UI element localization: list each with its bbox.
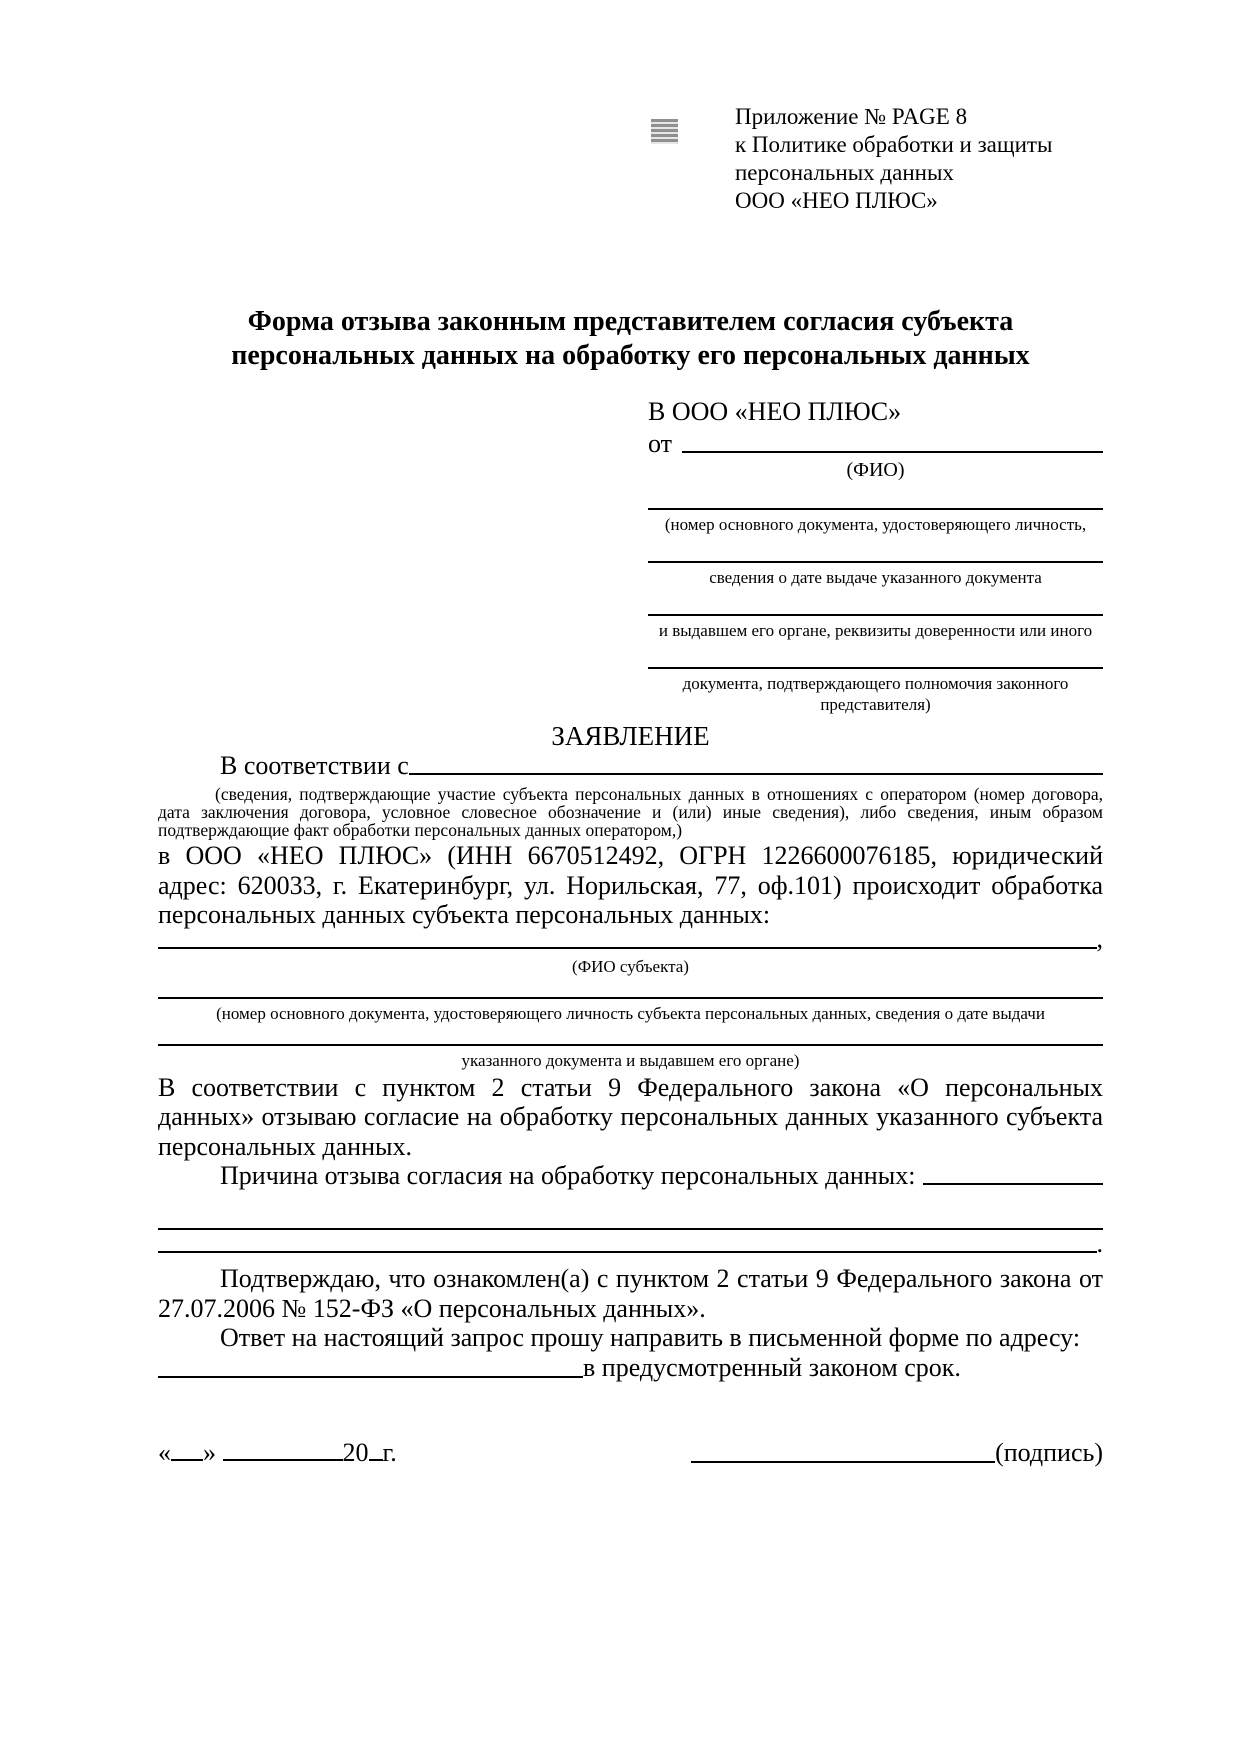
subject-fio-blank-line [158, 947, 1097, 949]
title-line-1: Форма отзыва законным представителем согласия субъекта [247, 306, 1014, 337]
statement-heading: ЗАЯВЛЕНИЕ [551, 721, 710, 751]
header-line-company: ООО «НЕО ПЛЮС» [735, 188, 938, 213]
header-line-policy: к Политике обработки и защиты [735, 132, 1053, 157]
trailing-period: . [1096, 1228, 1103, 1258]
trailing-comma: , [1096, 924, 1103, 953]
representative-fio-blank-line [682, 451, 1103, 453]
subject-fio-row [158, 924, 1103, 954]
reply-paragraph: Ответ на настоящий запрос прошу направить в письменной форме по адресу: [220, 1323, 1081, 1352]
reason-label: Причина отзыва согласия на обработку персональных данных: [220, 1160, 916, 1190]
statement-body [158, 750, 1103, 1383]
date-year-blank [369, 1453, 383, 1461]
field-code-marker-icon [651, 119, 678, 144]
reply-address-blank-line [158, 1376, 583, 1378]
header-block [735, 103, 1052, 215]
intro-label: В соответствии с [220, 750, 409, 780]
reason-blank-line [923, 1183, 1103, 1185]
signature-row [158, 1438, 1103, 1468]
subject-fio-caption: (ФИО субъекта) [572, 956, 689, 976]
date-year: 20 [342, 1438, 369, 1467]
reason-continuation-blank-line-2 [158, 1251, 1097, 1253]
authority-doc-caption: документа, подтверждающего полномочия законного представителя) [682, 674, 1069, 714]
addressee-org: В ООО «НЕО ПЛЮС» [648, 397, 902, 426]
header-line-appendix: Приложение № PAGE 8 [735, 104, 968, 129]
date-day-blank [171, 1453, 203, 1461]
signature-blank-line [691, 1461, 995, 1463]
subject-doc-caption-2: указанного документа и выдавшем его органе) [461, 1050, 800, 1070]
fio-caption: (ФИО) [846, 459, 905, 481]
from-row [648, 426, 1103, 458]
date-quote-close: » [203, 1438, 216, 1467]
basis-blank-line [409, 773, 1103, 775]
basis-note: (сведения, подтверждающие участие субъекта персональных данных в отношениях с оператором (номер договора, дата заключения договора, условное словесное обозначение и (или) иные сведения), либо сведения, иным образом подтверждающие факт обработки персональных данных оператором,) [158, 784, 1103, 840]
date-year-suffix: г. [382, 1438, 397, 1467]
issuing-authority-blank-line [648, 614, 1103, 616]
title-line-2: персональных данных на обработку его персональных данных [231, 340, 1030, 371]
document-title [158, 305, 1103, 373]
reply-address-row [158, 1353, 1103, 1383]
withdrawal-paragraph: В соответствии с пунктом 2 статьи 9 Федерального закона «О персональных данных» отзываю согласие на обработку персональных данных указанного субъекта персональных данных. [158, 1072, 1103, 1161]
signature-caption: (подпись) [995, 1438, 1103, 1467]
date-month-blank [223, 1453, 343, 1461]
subject-doc-caption-1: (номер основного документа, удостоверяющего личность субъекта персональных данных, сведения о дате выдачи [216, 1003, 1045, 1023]
intro-row [158, 750, 1103, 780]
date-quote-open: « [158, 1438, 171, 1467]
from-label: от [648, 429, 673, 458]
issuing-authority-caption: и выдавшем его органе, реквизиты доверенности или иного [658, 621, 1093, 640]
subject-doc-blank-line-2 [158, 1044, 1103, 1046]
reason-row [158, 1161, 1103, 1190]
reason-end-row [158, 1228, 1103, 1258]
confirmation-paragraph: Подтверждаю, что ознакомлен(а) с пунктом 2 статьи 9 Федерального закона от 27.07.2006 № 152-ФЗ «О персональных данных». [158, 1264, 1103, 1323]
reply-tail: в предусмотренный законом срок. [583, 1353, 961, 1382]
header-line-personal-data: персональных данных [735, 160, 954, 185]
date-group [158, 1438, 397, 1468]
addressee-block [648, 398, 1103, 715]
doc-number-blank-line [648, 508, 1103, 510]
issue-date-caption: сведения о дате выдаче указанного документа [709, 568, 1042, 587]
issue-date-blank-line [648, 561, 1103, 563]
operator-paragraph: в ООО «НЕО ПЛЮС» (ИНН 6670512492, ОГРН 1226600076185, юридический адрес: 620033, г. Екатеринбург, ул. Норильская, 77, оф.101) происходит обработка персональных данных субъекта персональных данных: [158, 841, 1103, 929]
subject-doc-blank-line [158, 997, 1103, 999]
doc-number-caption: (номер основного документа, удостоверяющего личность, [664, 515, 1087, 534]
reason-continuation-blank-line [158, 1228, 1103, 1230]
authority-doc-blank-line [648, 667, 1103, 669]
